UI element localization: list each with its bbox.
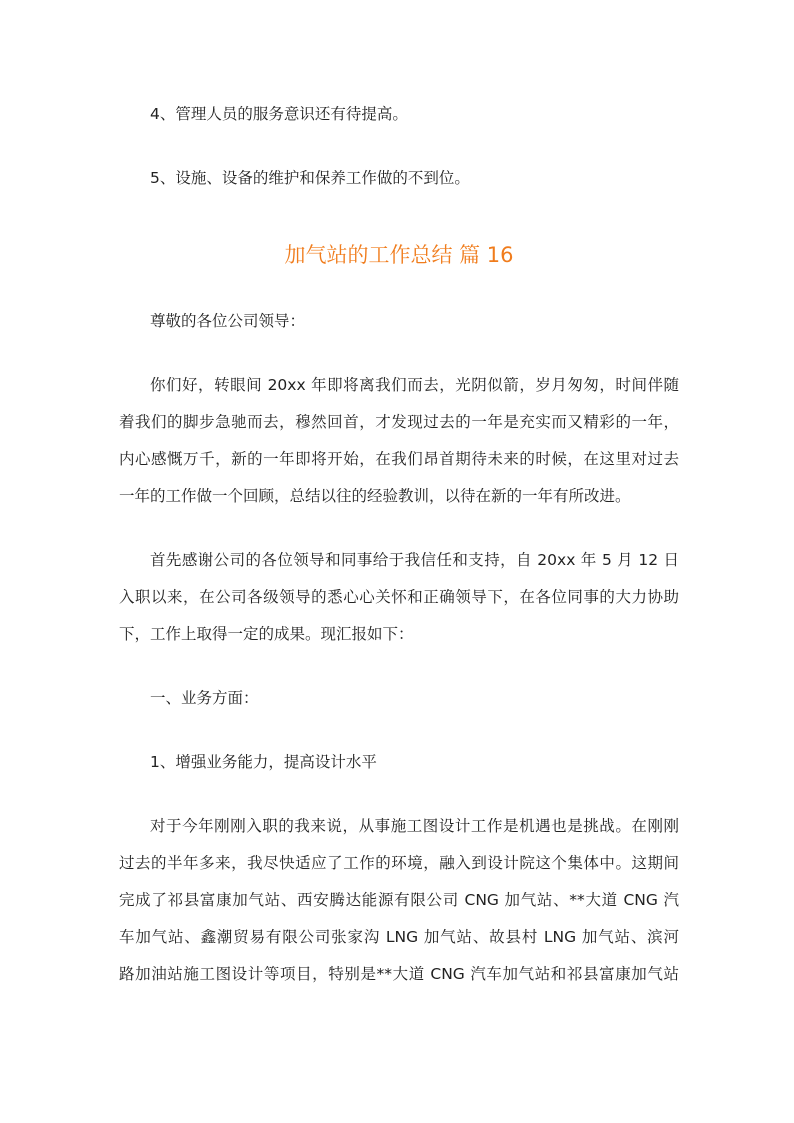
list-item-5: 5、设施、设备的维护和保养工作做的不到位。 (150, 169, 470, 187)
paragraph-line: 完成了祁县富康加气站、西安腾达能源有限公司 CNG 加气站、**大道 CNG 汽 (119, 891, 679, 909)
paragraph-line: 首先感谢公司的各位领导和同事给于我信任和支持，自 20xx 年 5 月 12 日 (150, 551, 679, 569)
section-heading: 加气站的工作总结 篇 16 (284, 243, 514, 267)
subsection-title-ability: 1、增强业务能力，提高设计水平 (150, 753, 377, 771)
paragraph-line: 对于今年刚刚入职的我来说，从事施工图设计工作是机遇也是挑战。在刚刚 (150, 817, 679, 835)
paragraph-greeting (119, 367, 679, 515)
section-title-business: 一、业务方面： (150, 689, 259, 707)
paragraph-line: 内心感慨万千，新的一年即将开始，在我们昂首期待未来的时候，在这里对过去 (119, 450, 679, 468)
paragraph-line: 你们好，转眼间 20xx 年即将离我们而去，光阴似箭，岁月匆匆，时间伴随 (150, 376, 679, 394)
paragraph-line: 着我们的脚步急驰而去，穆然回首，才发现过去的一年是充实而又精彩的一年， (119, 413, 679, 431)
paragraph-line: 一年的工作做一个回顾，总结以往的经验教训，以待在新的一年有所改进。 (119, 487, 631, 505)
paragraph-projects (119, 808, 679, 993)
paragraph-line: 入职以来，在公司各级领导的悉心心关怀和正确领导下，在各位同事的大力协助 (119, 588, 679, 606)
paragraph-thanks (119, 542, 679, 653)
document-page (119, 96, 679, 993)
paragraph-line: 路加油站施工图设计等项目，特别是**大道 CNG 汽车加气站和祁县富康加气站 (119, 965, 679, 983)
paragraph-line: 过去的半年多来，我尽快适应了工作的环境，融入到设计院这个集体中。这期间 (119, 854, 679, 872)
paragraph-line: 车加气站、鑫潮贸易有限公司张家沟 LNG 加气站、故县村 LNG 加气站、滨河 (119, 928, 679, 946)
paragraph-line: 下，工作上取得一定的成果。现汇报如下： (119, 625, 414, 643)
salutation: 尊敬的各位公司领导： (150, 312, 306, 330)
list-item-4: 4、管理人员的服务意识还有待提高。 (150, 105, 408, 123)
